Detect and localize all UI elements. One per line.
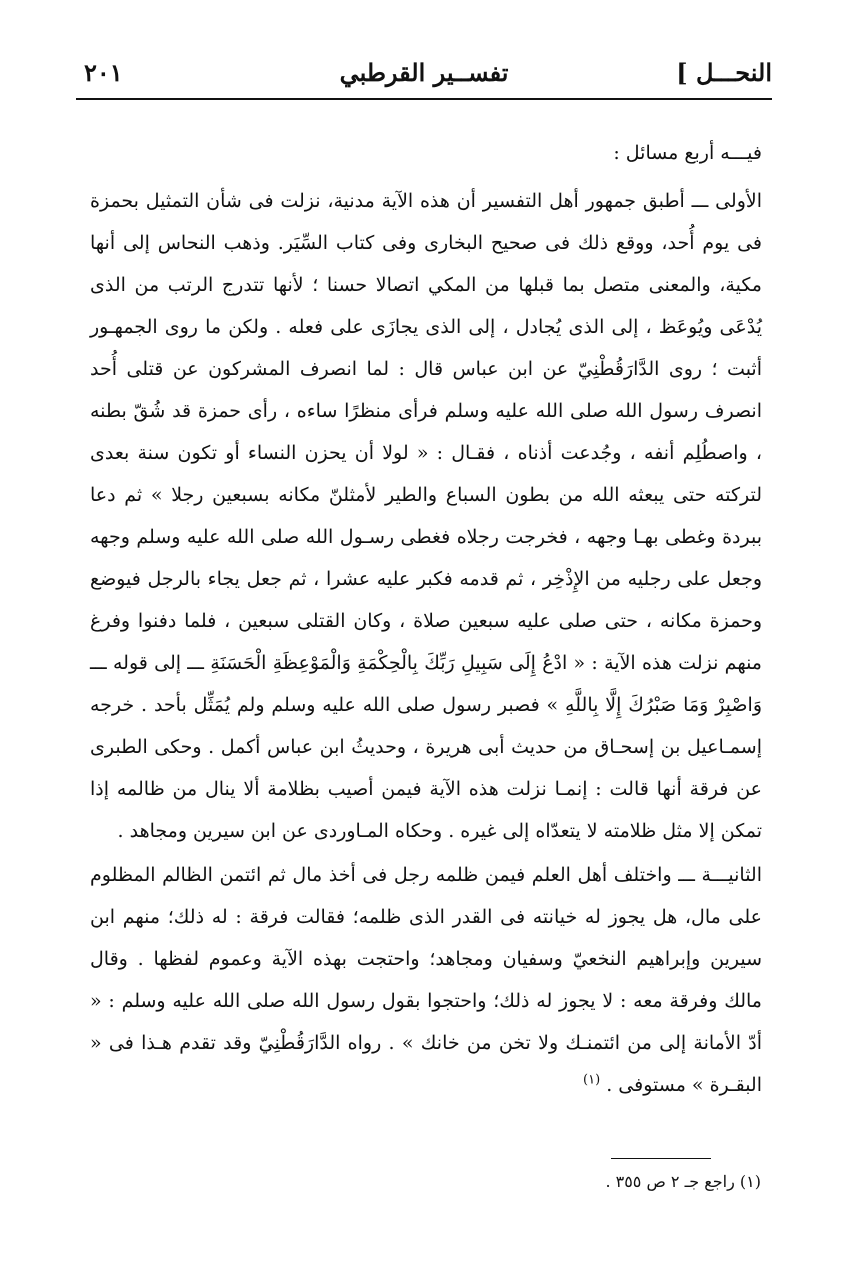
page-header — [76, 48, 772, 100]
intro-line: فيـــه أربع مسائل : — [613, 142, 762, 164]
paragraph-second-issue — [90, 854, 762, 1106]
book-title: تفســير القرطبي — [339, 58, 509, 87]
surah-label: النحـــل ] — [676, 58, 772, 87]
paragraph-first-issue: الأولى ـــ أطبق جمهور أهل التفسير أن هذه الآية مدنية، نزلت فى شأن التمثيل بحمزة فى يوم أُحد، ووقع ذلك فى صحيح البخارى وفى كتاب السِّيَر. وذهب النحاس إلى أنها مكية، والمعنى متصل بما قبلها من المكي اتصالا حسنا ؛ لأنها تتدرج الرتب من الذى يُدْعَى ويُوعَظ ، إلى الذى يُجادل ، إلى الذى يجازَى على فعله . ولكن ما روى الجمهـور أثبت ؛ روى الدَّارَقُطْنِيّ عن ابن عباس قال : لما انصرف المشركون عن قتلى أُحد انصرف رسول الله صلى الله عليه وسلم فرأى منظرًا ساءه ، رأى حمزة قد شُقّ بطنه ، واصطُلِم أنفه ، وجُدعت أذناه ، فقـال : « لولا أن يحزن النساء أو تكون سنة بعدى لتركته حتى يبعثه الله من بطون السباع والطير لأمثلنّ مكانه بسبعين رجلا » ثم دعا ببردة وغطى بهـا وجهه ، فخرجت رجلاه فغطى رسـول الله صلى الله عليه وسلم وجهه وجعل على رجليه من الإِذْخِر ، ثم قدمه فكبر عليه عشرا ، ثم جعل يجاء بالرجل فيوضع وحمزة مكانه ، حتى صلى عليه سبعين صلاة ، وكان القتلى سبعين ، فلما دفنوا وفرغ منهم نزلت هذه الآية : « ادْعُ إِلَى سَبِيلِ رَبِّكَ بِالْحِكْمَةِ وَالْمَوْعِظَةِ الْحَسَنَةِ ـــ إلى قوله ـــ وَاصْبِرْ وَمَا صَبْرُكَ إِلَّا بِاللَّهِ » فصبر رسول صلى الله عليه وسلم ولم يُمَثِّل بأحد . خرجه إسمـاعيل بن إسحـاق من حديث أبى هريرة ، وحديثُ ابن عباس أكمل . وحكى الطبرى عن فرقة أنها قالت : إنمـا نزلت هذه الآية فيمن أصيب بظلامة ألا ينال من ظالمه إذا تمكن إلا مثل ظلامته لا يتعدّاه إلى غيره . وحكاه المـاوردى عن ابن سيرين ومجاهد . — [90, 190, 762, 842]
header-divider — [76, 98, 772, 100]
footnote: (١) راجع جـ ٢ ص ٣٥٥ . — [605, 1172, 761, 1191]
page-number: ٢٠١ — [84, 58, 123, 87]
paragraph-second-issue-text: الثانيـــة ـــ واختلف أهل العلم فيمن ظلمه رجل فى أخذ مال ثم ائتمن الظالم المظلوم على مال، هل يجوز له خيانته فى القدر الذى ظلمه؛ فقالت فرقة : له ذلك؛ منهم ابن سيرين وإبراهيم النخعيّ وسفيان ومجاهد؛ واحتجت بهذه الآية وعموم لفظها . وقال مالك وفرقة معه : لا يجوز له ذلك؛ واحتجوا بقول رسول الله صلى الله عليه وسلم : « أدّ الأمانة إلى من ائتمنـك ولا تخن من خانك » . رواه الدَّارَقُطْنِيّ وقد تقدم هـذا فى « البقـرة » مستوفى . — [90, 864, 763, 1096]
main-text — [90, 132, 762, 1108]
footnote-marker: (١) — [583, 1072, 601, 1088]
footnote-divider — [611, 1158, 711, 1159]
